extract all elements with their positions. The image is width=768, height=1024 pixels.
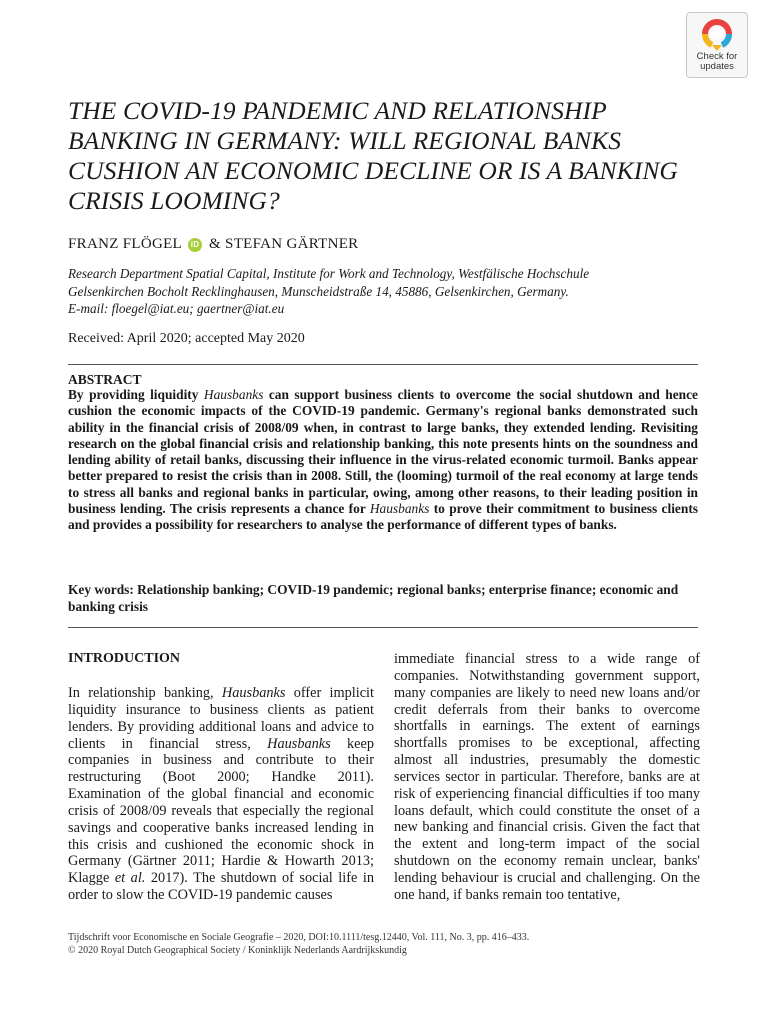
author-1: FRANZ FLÖGEL — [68, 236, 183, 252]
keywords: Key words: Relationship banking; COVID-19 pandemic; regional banks; enterprise finance; economic and banking crisis — [68, 582, 679, 614]
check-for-updates-icon — [702, 17, 732, 51]
introduction-heading: INTRODUCTION — [68, 651, 181, 666]
copyright-line: © 2020 Royal Dutch Geographical Society / Koninklijk Nederlands Aardrijkskundig — [68, 944, 407, 956]
author-line — [68, 236, 359, 253]
orcid-icon[interactable]: iD — [188, 238, 202, 252]
journal-footer — [68, 932, 708, 957]
article-title: THE COVID-19 PANDEMIC AND RELATIONSHIP BANKING IN GERMANY: WILL REGIONAL BANKS CUSHION AN ECONOMIC DECLINE OR IS A BANKING CRISIS LOOMING? — [68, 96, 678, 215]
affiliation-line: Gelsenkirchen Bocholt Recklinghausen, Munscheidstraße 14, 45886, Gelsenkirchen, Germany. — [68, 283, 569, 299]
body-column-right: immediate financial stress to a wide range of companies. Notwithstanding government support, many companies are likely to need new loans and/or credit deferrals from their banks to overcome shortfalls in earnings. The extent of earnings shortfalls promises to be exceptional, affecting almost all industries, presumably the domestic services sector in particular. Therefore, banks are at risk of experiencing financial difficulties if too many loans default, which could constitute the onset of a new banking and financial crisis. Given the fact that the extent and long-term impact of the social shutdown on the economy remain unclear, banks' lending behaviour is crucial and challenging. On the one hand, if banks remain too tentative, — [394, 651, 700, 903]
author-2: & STEFAN GÄRTNER — [209, 236, 359, 252]
received-dates: Received: April 2020; accepted May 2020 — [68, 331, 305, 346]
affiliation-line: Research Department Spatial Capital, Institute for Work and Technology, Westfälische Hochschule — [68, 266, 590, 281]
divider — [68, 364, 698, 365]
check-for-updates-badge[interactable] — [686, 12, 748, 78]
abstract-text: By providing liquidity Hausbanks can support business clients to overcome the social shutdown and hence cushion the economic impacts of the COVID-19 pandemic. Germany's regional banks demonstrated such ability in the financial crisis of 2008/09 when, in contrast to large banks, they extended lending. Revisiting research on the global financial crisis and relationship banking, this note presents hints on the soundness and lending ability of retail banks, discussing their influence in the virus-related economic turmoil. Banks appear better prepared to resist the crisis than in 2008. Still, the (looming) turmoil of the real economy at large tends to stress all banks and regional banks in particular, owing, among other reasons, to their leading position in business lending. The crisis represents a chance for Hausbanks to prove their commitment to business clients and provides a possibility for researchers to analyse the performance of different types of banks. — [68, 387, 698, 533]
author-emails[interactable]: E-mail: floegel@iat.eu; gaertner@iat.eu — [68, 301, 285, 316]
body-column-left: In relationship banking, Hausbanks offer implicit liquidity insurance to business clients as patient lenders. By providing additional loans and advice to clients in financial stress, Hausbanks keep companies in business and contribute to their restructuring (Boot 2000; Handke 2011). Examination of the global financial and economic crisis of 2008/09 reveals that especially the regional savings and cooperative banks increased lending in this crisis and cushioned the economic shock in Germany (Gärtner 2011; Hardie & Howarth 2013; Klagge et al. 2017). The shutdown of social life in order to slow the COVID-19 pandemic causes — [68, 685, 375, 904]
citation-line: Tijdschrift voor Economische en Sociale Geografie – 2020, DOI:10.1111/tesg.12440, Vol. 111, No. 3, pp. 416–433. — [68, 932, 530, 943]
check-for-updates-label: Check for updates — [696, 51, 738, 72]
abstract-heading: ABSTRACT — [68, 372, 142, 387]
affiliation — [68, 265, 688, 318]
divider — [68, 627, 698, 628]
